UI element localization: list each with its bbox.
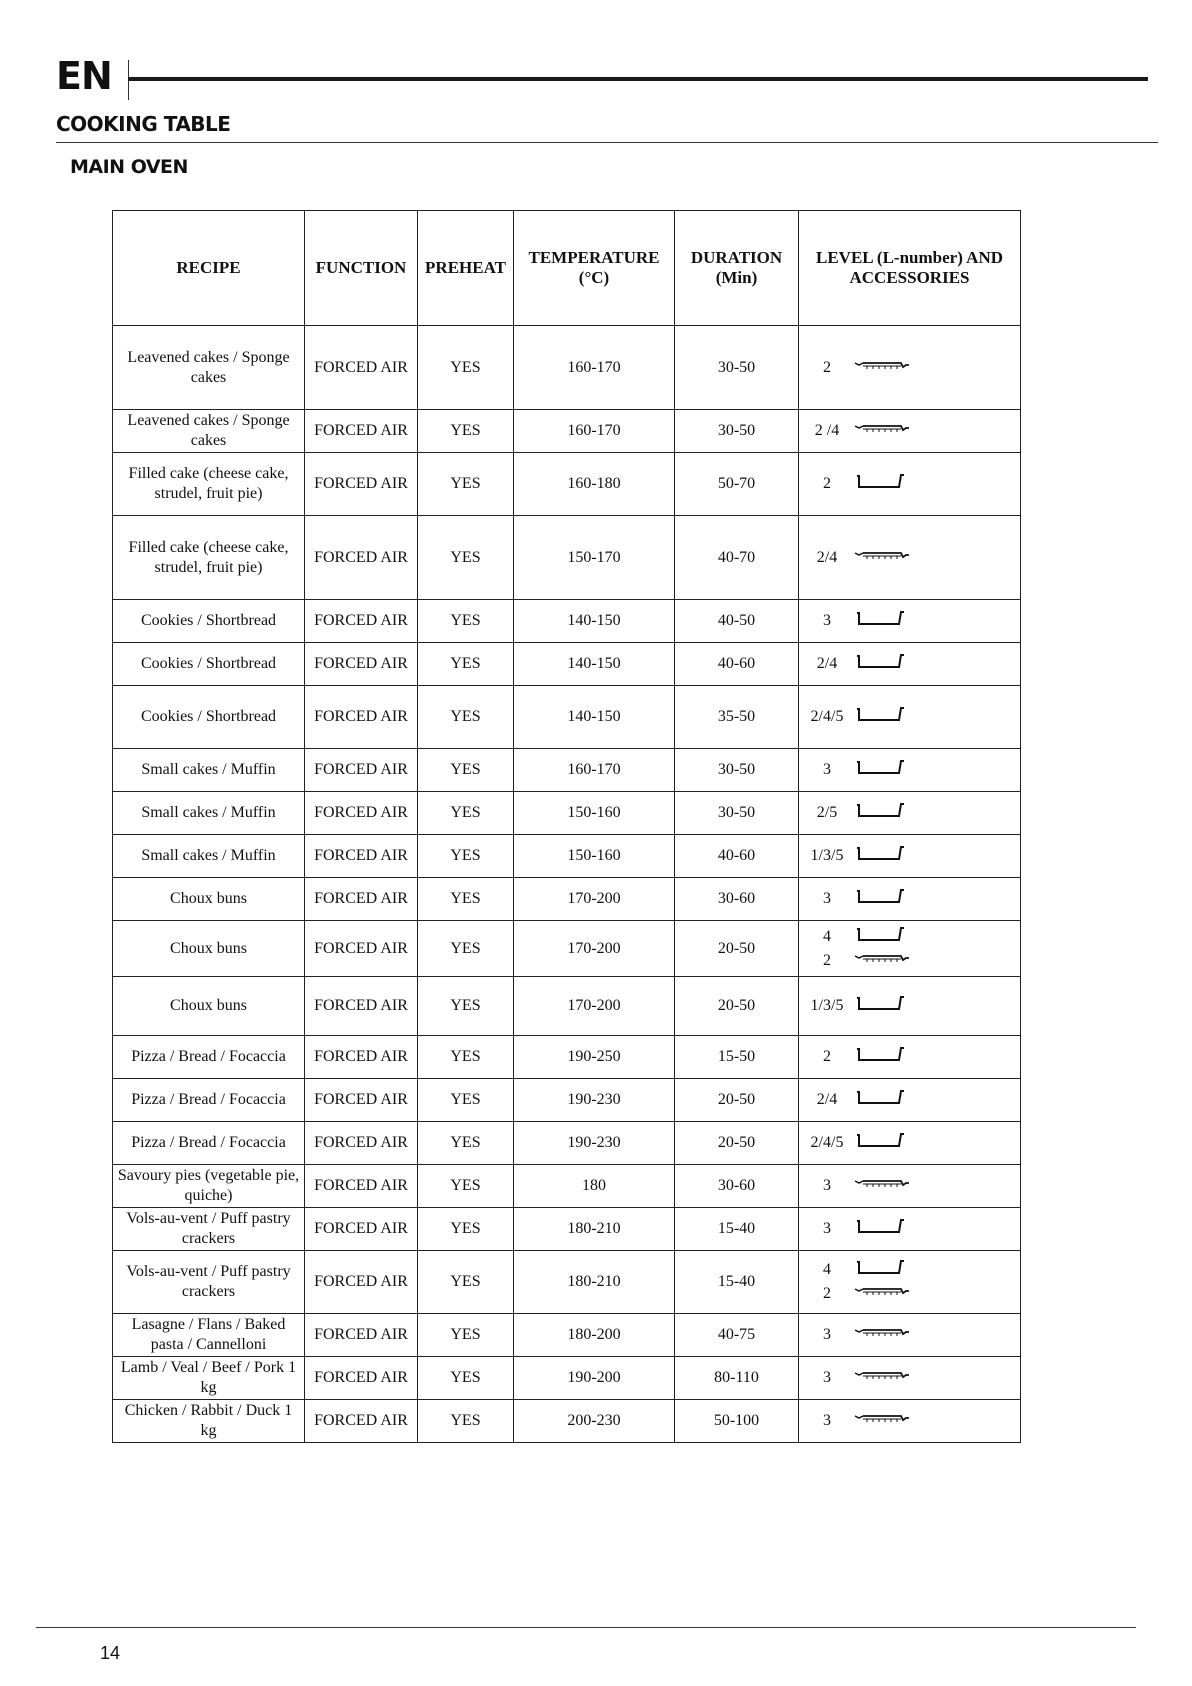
table-row xyxy=(113,1357,1021,1400)
function-cell: FORCED AIR xyxy=(305,878,418,921)
level-cell xyxy=(799,878,1021,921)
table-row xyxy=(113,410,1021,453)
level-number: 2/4 xyxy=(816,548,838,566)
level-number: 2 xyxy=(823,358,831,376)
level-number: 2/5 xyxy=(816,804,838,821)
function-cell: FORCED AIR xyxy=(305,1036,418,1079)
level-number: 1/3/5 xyxy=(810,847,844,864)
preheat-cell: YES xyxy=(418,1079,514,1122)
duration-cell: 30-50 xyxy=(675,410,799,453)
level-number: 3 xyxy=(823,1326,831,1343)
level-entry xyxy=(801,1045,1018,1069)
tray-icon xyxy=(853,1045,907,1069)
level-number: 4 xyxy=(823,927,831,945)
level-number: 3 xyxy=(823,761,831,778)
tray-icon xyxy=(853,652,907,676)
table-row xyxy=(113,326,1021,410)
tray-icon xyxy=(853,887,907,911)
level-cell xyxy=(799,453,1021,516)
temperature-cell: 190-200 xyxy=(514,1357,675,1400)
table-row xyxy=(113,1036,1021,1079)
table-body xyxy=(113,326,1021,1443)
recipe-cell: Choux buns xyxy=(113,921,305,977)
level-entry xyxy=(801,925,1018,949)
temperature-cell: 180-210 xyxy=(514,1208,675,1251)
rack-icon xyxy=(853,1366,915,1390)
level-entry xyxy=(801,994,1018,1018)
level-entry xyxy=(801,356,1018,380)
preheat-cell: YES xyxy=(418,1357,514,1400)
preheat-cell: YES xyxy=(418,686,514,749)
header-duration xyxy=(675,211,799,326)
function-cell: FORCED AIR xyxy=(305,1251,418,1314)
function-cell: FORCED AIR xyxy=(305,1165,418,1208)
preheat-cell: YES xyxy=(418,1314,514,1357)
header-temperature xyxy=(514,211,675,326)
tray-icon xyxy=(853,1217,907,1241)
level-number: 3 xyxy=(823,1369,831,1386)
level-number: 3 xyxy=(823,1220,831,1237)
level-cell xyxy=(799,1079,1021,1122)
temperature-cell: 160-170 xyxy=(514,749,675,792)
tray-icon xyxy=(853,609,907,633)
recipe-cell: Choux buns xyxy=(113,878,305,921)
level-number: 2 xyxy=(823,1285,831,1302)
level-cell xyxy=(799,516,1021,600)
recipe-cell: Chicken / Rabbit / Duck 1 kg xyxy=(113,1400,305,1443)
level-cell xyxy=(799,921,1021,977)
recipe-cell: Savoury pies (vegetable pie, quiche) xyxy=(113,1165,305,1208)
preheat-cell: YES xyxy=(418,749,514,792)
level-cell xyxy=(799,1251,1021,1314)
level-number: 2/4/5 xyxy=(810,708,844,725)
duration-cell: 40-60 xyxy=(675,643,799,686)
level-entry xyxy=(801,801,1018,825)
duration-cell: 35-50 xyxy=(675,686,799,749)
level-entry xyxy=(801,758,1018,782)
preheat-cell: YES xyxy=(418,835,514,878)
preheat-cell: YES xyxy=(418,1208,514,1251)
tray-icon xyxy=(853,925,907,949)
tray-icon xyxy=(853,1258,907,1282)
section-title: MAIN OVEN xyxy=(70,156,188,178)
function-cell: FORCED AIR xyxy=(305,977,418,1036)
level-entry xyxy=(801,1088,1018,1112)
preheat-cell: YES xyxy=(418,326,514,410)
tray-icon xyxy=(853,844,907,868)
level-entry xyxy=(801,1282,1018,1306)
tray-icon xyxy=(853,472,907,496)
function-cell: FORCED AIR xyxy=(305,835,418,878)
level-entry xyxy=(801,949,1018,973)
function-cell: FORCED AIR xyxy=(305,326,418,410)
duration-cell: 30-50 xyxy=(675,792,799,835)
level-number: 2/4 xyxy=(816,1091,838,1108)
level-number: 4 xyxy=(823,1261,831,1278)
function-cell: FORCED AIR xyxy=(305,516,418,600)
temperature-cell: 140-150 xyxy=(514,600,675,643)
tray-icon xyxy=(853,705,907,729)
level-cell xyxy=(799,1357,1021,1400)
language-code: EN xyxy=(56,54,112,98)
temperature-cell: 180-200 xyxy=(514,1314,675,1357)
level-cell xyxy=(799,643,1021,686)
table-row xyxy=(113,749,1021,792)
temperature-cell: 190-250 xyxy=(514,1036,675,1079)
temperature-cell: 150-160 xyxy=(514,835,675,878)
level-entry xyxy=(801,1323,1018,1347)
recipe-cell: Cookies / Shortbread xyxy=(113,643,305,686)
table-row xyxy=(113,1165,1021,1208)
level-entry xyxy=(801,844,1018,868)
temperature-cell: 160-180 xyxy=(514,453,675,516)
function-cell: FORCED AIR xyxy=(305,453,418,516)
duration-cell: 15-50 xyxy=(675,1036,799,1079)
table-row xyxy=(113,921,1021,977)
recipe-cell: Lamb / Veal / Beef / Pork 1 kg xyxy=(113,1357,305,1400)
title-rule xyxy=(56,142,1158,143)
header-duration-label: DURATION xyxy=(690,248,783,267)
preheat-cell: YES xyxy=(418,643,514,686)
level-entry xyxy=(801,887,1018,911)
tray-icon xyxy=(853,758,907,782)
temperature-cell: 190-230 xyxy=(514,1079,675,1122)
temperature-cell: 170-200 xyxy=(514,977,675,1036)
duration-cell: 50-100 xyxy=(675,1400,799,1443)
level-entry xyxy=(801,1409,1018,1433)
recipe-cell: Filled cake (cheese cake, strudel, fruit pie) xyxy=(113,516,305,600)
temperature-cell: 160-170 xyxy=(514,326,675,410)
recipe-cell: Choux buns xyxy=(113,977,305,1036)
function-cell: FORCED AIR xyxy=(305,1079,418,1122)
duration-cell: 80-110 xyxy=(675,1357,799,1400)
recipe-cell: Pizza / Bread / Focaccia xyxy=(113,1122,305,1165)
table-row xyxy=(113,600,1021,643)
level-number: 2 /4 xyxy=(814,422,840,439)
recipe-cell: Pizza / Bread / Focaccia xyxy=(113,1079,305,1122)
duration-cell: 40-60 xyxy=(675,835,799,878)
recipe-cell: Cookies / Shortbread xyxy=(113,686,305,749)
rack-icon xyxy=(853,356,915,380)
level-entry xyxy=(801,419,1018,443)
tray-icon xyxy=(853,994,907,1018)
rack-icon xyxy=(853,1409,915,1433)
recipe-cell: Cookies / Shortbread xyxy=(113,600,305,643)
preheat-cell: YES xyxy=(418,921,514,977)
preheat-cell: YES xyxy=(418,977,514,1036)
preheat-cell: YES xyxy=(418,600,514,643)
level-cell xyxy=(799,835,1021,878)
header-level-label: LEVEL (L-number) AND xyxy=(815,248,1004,267)
temperature-cell: 180-210 xyxy=(514,1251,675,1314)
function-cell: FORCED AIR xyxy=(305,1357,418,1400)
table-row xyxy=(113,1079,1021,1122)
table-row xyxy=(113,1122,1021,1165)
level-entry xyxy=(801,472,1018,496)
duration-cell: 30-50 xyxy=(675,326,799,410)
table-row xyxy=(113,453,1021,516)
table-row xyxy=(113,977,1021,1036)
preheat-cell: YES xyxy=(418,1165,514,1208)
level-entry xyxy=(801,546,1018,570)
duration-cell: 20-50 xyxy=(675,921,799,977)
function-cell: FORCED AIR xyxy=(305,1314,418,1357)
table-row xyxy=(113,516,1021,600)
level-entry xyxy=(801,1258,1018,1282)
duration-cell: 50-70 xyxy=(675,453,799,516)
table-row xyxy=(113,1208,1021,1251)
level-cell xyxy=(799,792,1021,835)
header-rule xyxy=(128,77,1148,81)
level-cell xyxy=(799,686,1021,749)
level-cell xyxy=(799,1122,1021,1165)
recipe-cell: Leavened cakes / Sponge cakes xyxy=(113,410,305,453)
temperature-cell: 170-200 xyxy=(514,878,675,921)
tray-icon xyxy=(853,1131,907,1155)
tray-icon xyxy=(853,1088,907,1112)
duration-cell: 40-50 xyxy=(675,600,799,643)
function-cell: FORCED AIR xyxy=(305,600,418,643)
temperature-cell: 150-160 xyxy=(514,792,675,835)
table-row xyxy=(113,835,1021,878)
header-duration-unit: (Min) xyxy=(715,268,758,287)
level-cell xyxy=(799,600,1021,643)
temperature-cell: 170-200 xyxy=(514,921,675,977)
function-cell: FORCED AIR xyxy=(305,792,418,835)
rack-icon xyxy=(853,1323,915,1347)
function-cell: FORCED AIR xyxy=(305,749,418,792)
header-recipe: RECIPE xyxy=(113,211,305,326)
rack-icon xyxy=(853,1282,915,1306)
level-number: 1/3/5 xyxy=(810,997,844,1014)
level-number: 2/4 xyxy=(816,655,838,672)
level-cell xyxy=(799,1165,1021,1208)
recipe-cell: Small cakes / Muffin xyxy=(113,792,305,835)
level-entry xyxy=(801,609,1018,633)
temperature-cell: 140-150 xyxy=(514,686,675,749)
header-temperature-unit: (°C) xyxy=(578,268,610,287)
table-row xyxy=(113,1251,1021,1314)
temperature-cell: 150-170 xyxy=(514,516,675,600)
level-cell xyxy=(799,1314,1021,1357)
preheat-cell: YES xyxy=(418,792,514,835)
preheat-cell: YES xyxy=(418,878,514,921)
function-cell: FORCED AIR xyxy=(305,1208,418,1251)
recipe-cell: Vols-au-vent / Puff pastry crackers xyxy=(113,1251,305,1314)
level-cell xyxy=(799,410,1021,453)
recipe-cell: Lasagne / Flans / Baked pasta / Cannelloni xyxy=(113,1314,305,1357)
duration-cell: 30-60 xyxy=(675,1165,799,1208)
function-cell: FORCED AIR xyxy=(305,921,418,977)
level-entry xyxy=(801,1174,1018,1198)
level-cell xyxy=(799,977,1021,1036)
table-row xyxy=(113,1400,1021,1443)
recipe-cell: Filled cake (cheese cake, strudel, fruit pie) xyxy=(113,453,305,516)
header-function: FUNCTION xyxy=(305,211,418,326)
duration-cell: 15-40 xyxy=(675,1208,799,1251)
duration-cell: 40-70 xyxy=(675,516,799,600)
table-row xyxy=(113,643,1021,686)
table-row xyxy=(113,792,1021,835)
temperature-cell: 180 xyxy=(514,1165,675,1208)
level-number: 3 xyxy=(823,890,831,907)
level-entry xyxy=(801,1217,1018,1241)
level-cell xyxy=(799,1400,1021,1443)
header-temperature-label: TEMPERATURE xyxy=(528,248,660,267)
duration-cell: 20-50 xyxy=(675,1122,799,1165)
level-entry xyxy=(801,1366,1018,1390)
level-entry xyxy=(801,652,1018,676)
preheat-cell: YES xyxy=(418,453,514,516)
duration-cell: 20-50 xyxy=(675,1079,799,1122)
page-number: 14 xyxy=(100,1643,121,1663)
function-cell: FORCED AIR xyxy=(305,1122,418,1165)
preheat-cell: YES xyxy=(418,1122,514,1165)
table-row xyxy=(113,686,1021,749)
page-title: COOKING TABLE xyxy=(56,112,231,136)
duration-cell: 30-50 xyxy=(675,749,799,792)
table-header-row xyxy=(113,211,1021,326)
level-number: 3 xyxy=(823,1412,831,1429)
function-cell: FORCED AIR xyxy=(305,686,418,749)
rack-icon xyxy=(853,546,915,570)
tray-icon xyxy=(853,801,907,825)
duration-cell: 20-50 xyxy=(675,977,799,1036)
level-cell xyxy=(799,1036,1021,1079)
level-number: 3 xyxy=(823,1177,831,1194)
temperature-cell: 190-230 xyxy=(514,1122,675,1165)
level-number: 2/4/5 xyxy=(810,1134,844,1151)
level-cell xyxy=(799,326,1021,410)
table-row xyxy=(113,1314,1021,1357)
level-cell xyxy=(799,1208,1021,1251)
duration-cell: 30-60 xyxy=(675,878,799,921)
header-level-accessories: ACCESSORIES xyxy=(849,268,970,287)
function-cell: FORCED AIR xyxy=(305,643,418,686)
level-entry xyxy=(801,705,1018,729)
level-cell xyxy=(799,749,1021,792)
function-cell: FORCED AIR xyxy=(305,410,418,453)
header-level xyxy=(799,211,1021,326)
recipe-cell: Small cakes / Muffin xyxy=(113,835,305,878)
duration-cell: 15-40 xyxy=(675,1251,799,1314)
rack-icon xyxy=(853,1174,915,1198)
rack-icon xyxy=(853,419,915,443)
header-preheat: PREHEAT xyxy=(418,211,514,326)
preheat-cell: YES xyxy=(418,410,514,453)
preheat-cell: YES xyxy=(418,516,514,600)
recipe-cell: Small cakes / Muffin xyxy=(113,749,305,792)
function-cell: FORCED AIR xyxy=(305,1400,418,1443)
temperature-cell: 160-170 xyxy=(514,410,675,453)
recipe-cell: Vols-au-vent / Puff pastry crackers xyxy=(113,1208,305,1251)
duration-cell: 40-75 xyxy=(675,1314,799,1357)
recipe-cell: Pizza / Bread / Focaccia xyxy=(113,1036,305,1079)
level-number: 3 xyxy=(823,612,831,629)
preheat-cell: YES xyxy=(418,1036,514,1079)
recipe-cell: Leavened cakes / Sponge cakes xyxy=(113,326,305,410)
cooking-table xyxy=(112,210,1021,1443)
temperature-cell: 140-150 xyxy=(514,643,675,686)
level-number: 2 xyxy=(823,475,831,492)
level-number: 2 xyxy=(823,951,831,969)
temperature-cell: 200-230 xyxy=(514,1400,675,1443)
preheat-cell: YES xyxy=(418,1251,514,1314)
level-entry xyxy=(801,1131,1018,1155)
footer-rule xyxy=(36,1627,1136,1628)
rack-icon xyxy=(853,949,915,973)
table-row xyxy=(113,878,1021,921)
preheat-cell: YES xyxy=(418,1400,514,1443)
level-number: 2 xyxy=(823,1048,831,1065)
